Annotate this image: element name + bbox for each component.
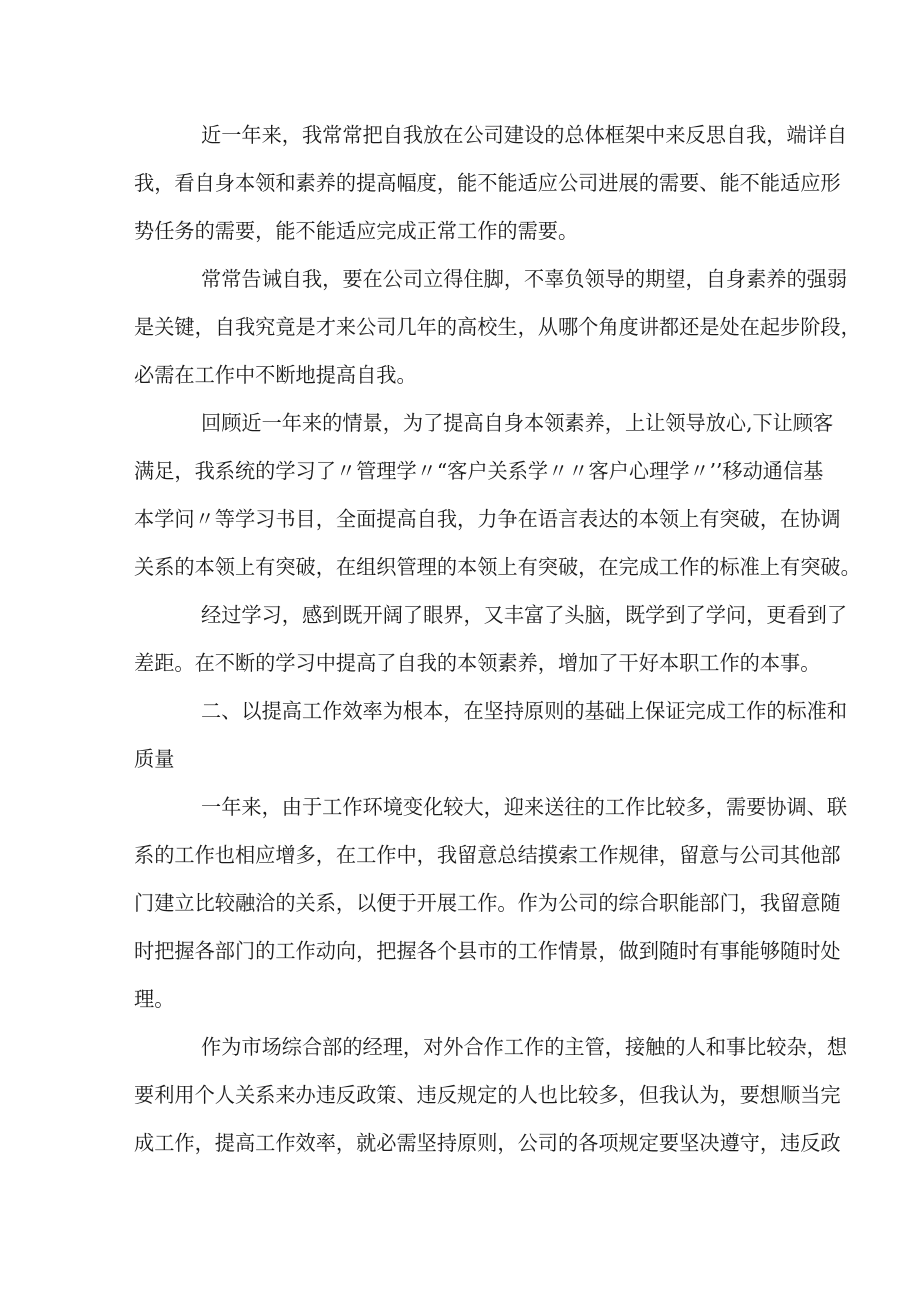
text-line: 本学问〃等学习书目，全面提高自我，力争在语言表达的本领上有突破，在协调 bbox=[134, 507, 841, 531]
text-line: 要利用个人关系来办违反政策、违反规定的人也比较多，但我认为，要想顺当完 bbox=[134, 1083, 841, 1107]
text-line: 作为市场综合部的经理，对外合作工作的主管，接触的人和事比较杂，想 bbox=[201, 1035, 848, 1059]
text-line: 成工作，提高工作效率，就必需坚持原则，公司的各项规定要坚决遵守，违反政 bbox=[134, 1131, 841, 1155]
text-line: 关系的本领上有突破，在组织管理的本领上有突破，在完成工作的标准上有突破。 bbox=[134, 555, 861, 579]
text-line: 满足，我系统的学习了〃管理学〃“客户关系学〃〃客户心理学〃’’移动通信基 bbox=[134, 459, 824, 483]
section-heading-line: 二、以提高工作效率为根本，在坚持原则的基础上保证完成工作的标准和 bbox=[201, 699, 848, 723]
text-line: 门建立比较融洽的关系，以便于开展工作。作为公司的综合职能部门，我留意随 bbox=[134, 891, 841, 915]
text-line: 我，看自身本领和素养的提高幅度，能不能适应公司进展的需要、能不能适应形 bbox=[134, 171, 841, 195]
text-line: 常常告诫自我，要在公司立得住脚，不辜负领导的期望，自身素养的强弱 bbox=[201, 267, 848, 291]
text-line: 经过学习，感到既开阔了眼界，又丰富了头脑，既学到了学问，更看到了 bbox=[201, 603, 848, 627]
text-line: 一年来，由于工作环境变化较大，迎来送往的工作比较多，需要协调、联 bbox=[201, 795, 848, 819]
text-line: 必需在工作中不断地提高自我。 bbox=[134, 363, 417, 387]
text-line: 系的工作也相应增多，在工作中，我留意总结摸索工作规律，留意与公司其他部 bbox=[134, 843, 841, 867]
text-line: 理。 bbox=[134, 987, 175, 1011]
text-line: 差距。在不断的学习中提高了自我的本领素养，增加了干好本职工作的本事。 bbox=[134, 651, 821, 675]
text-line: 势任务的需要，能不能适应完成正常工作的需要。 bbox=[134, 219, 579, 243]
section-heading-line: 质量 bbox=[134, 747, 175, 771]
text-line: 回顾近一年来的情景，为了提高自身本领素养，上让领导放心,下让顾客 bbox=[201, 411, 834, 435]
text-line: 是关键，自我究竟是才来公司几年的高校生，从哪个角度讲都还是处在起步阶段， bbox=[134, 315, 861, 339]
text-line: 时把握各部门的工作动向，把握各个县市的工作情景，做到随时有事能够随时处 bbox=[134, 939, 841, 963]
text-line: 近一年来，我常常把自我放在公司建设的总体框架中来反思自我，端详自 bbox=[201, 123, 848, 147]
